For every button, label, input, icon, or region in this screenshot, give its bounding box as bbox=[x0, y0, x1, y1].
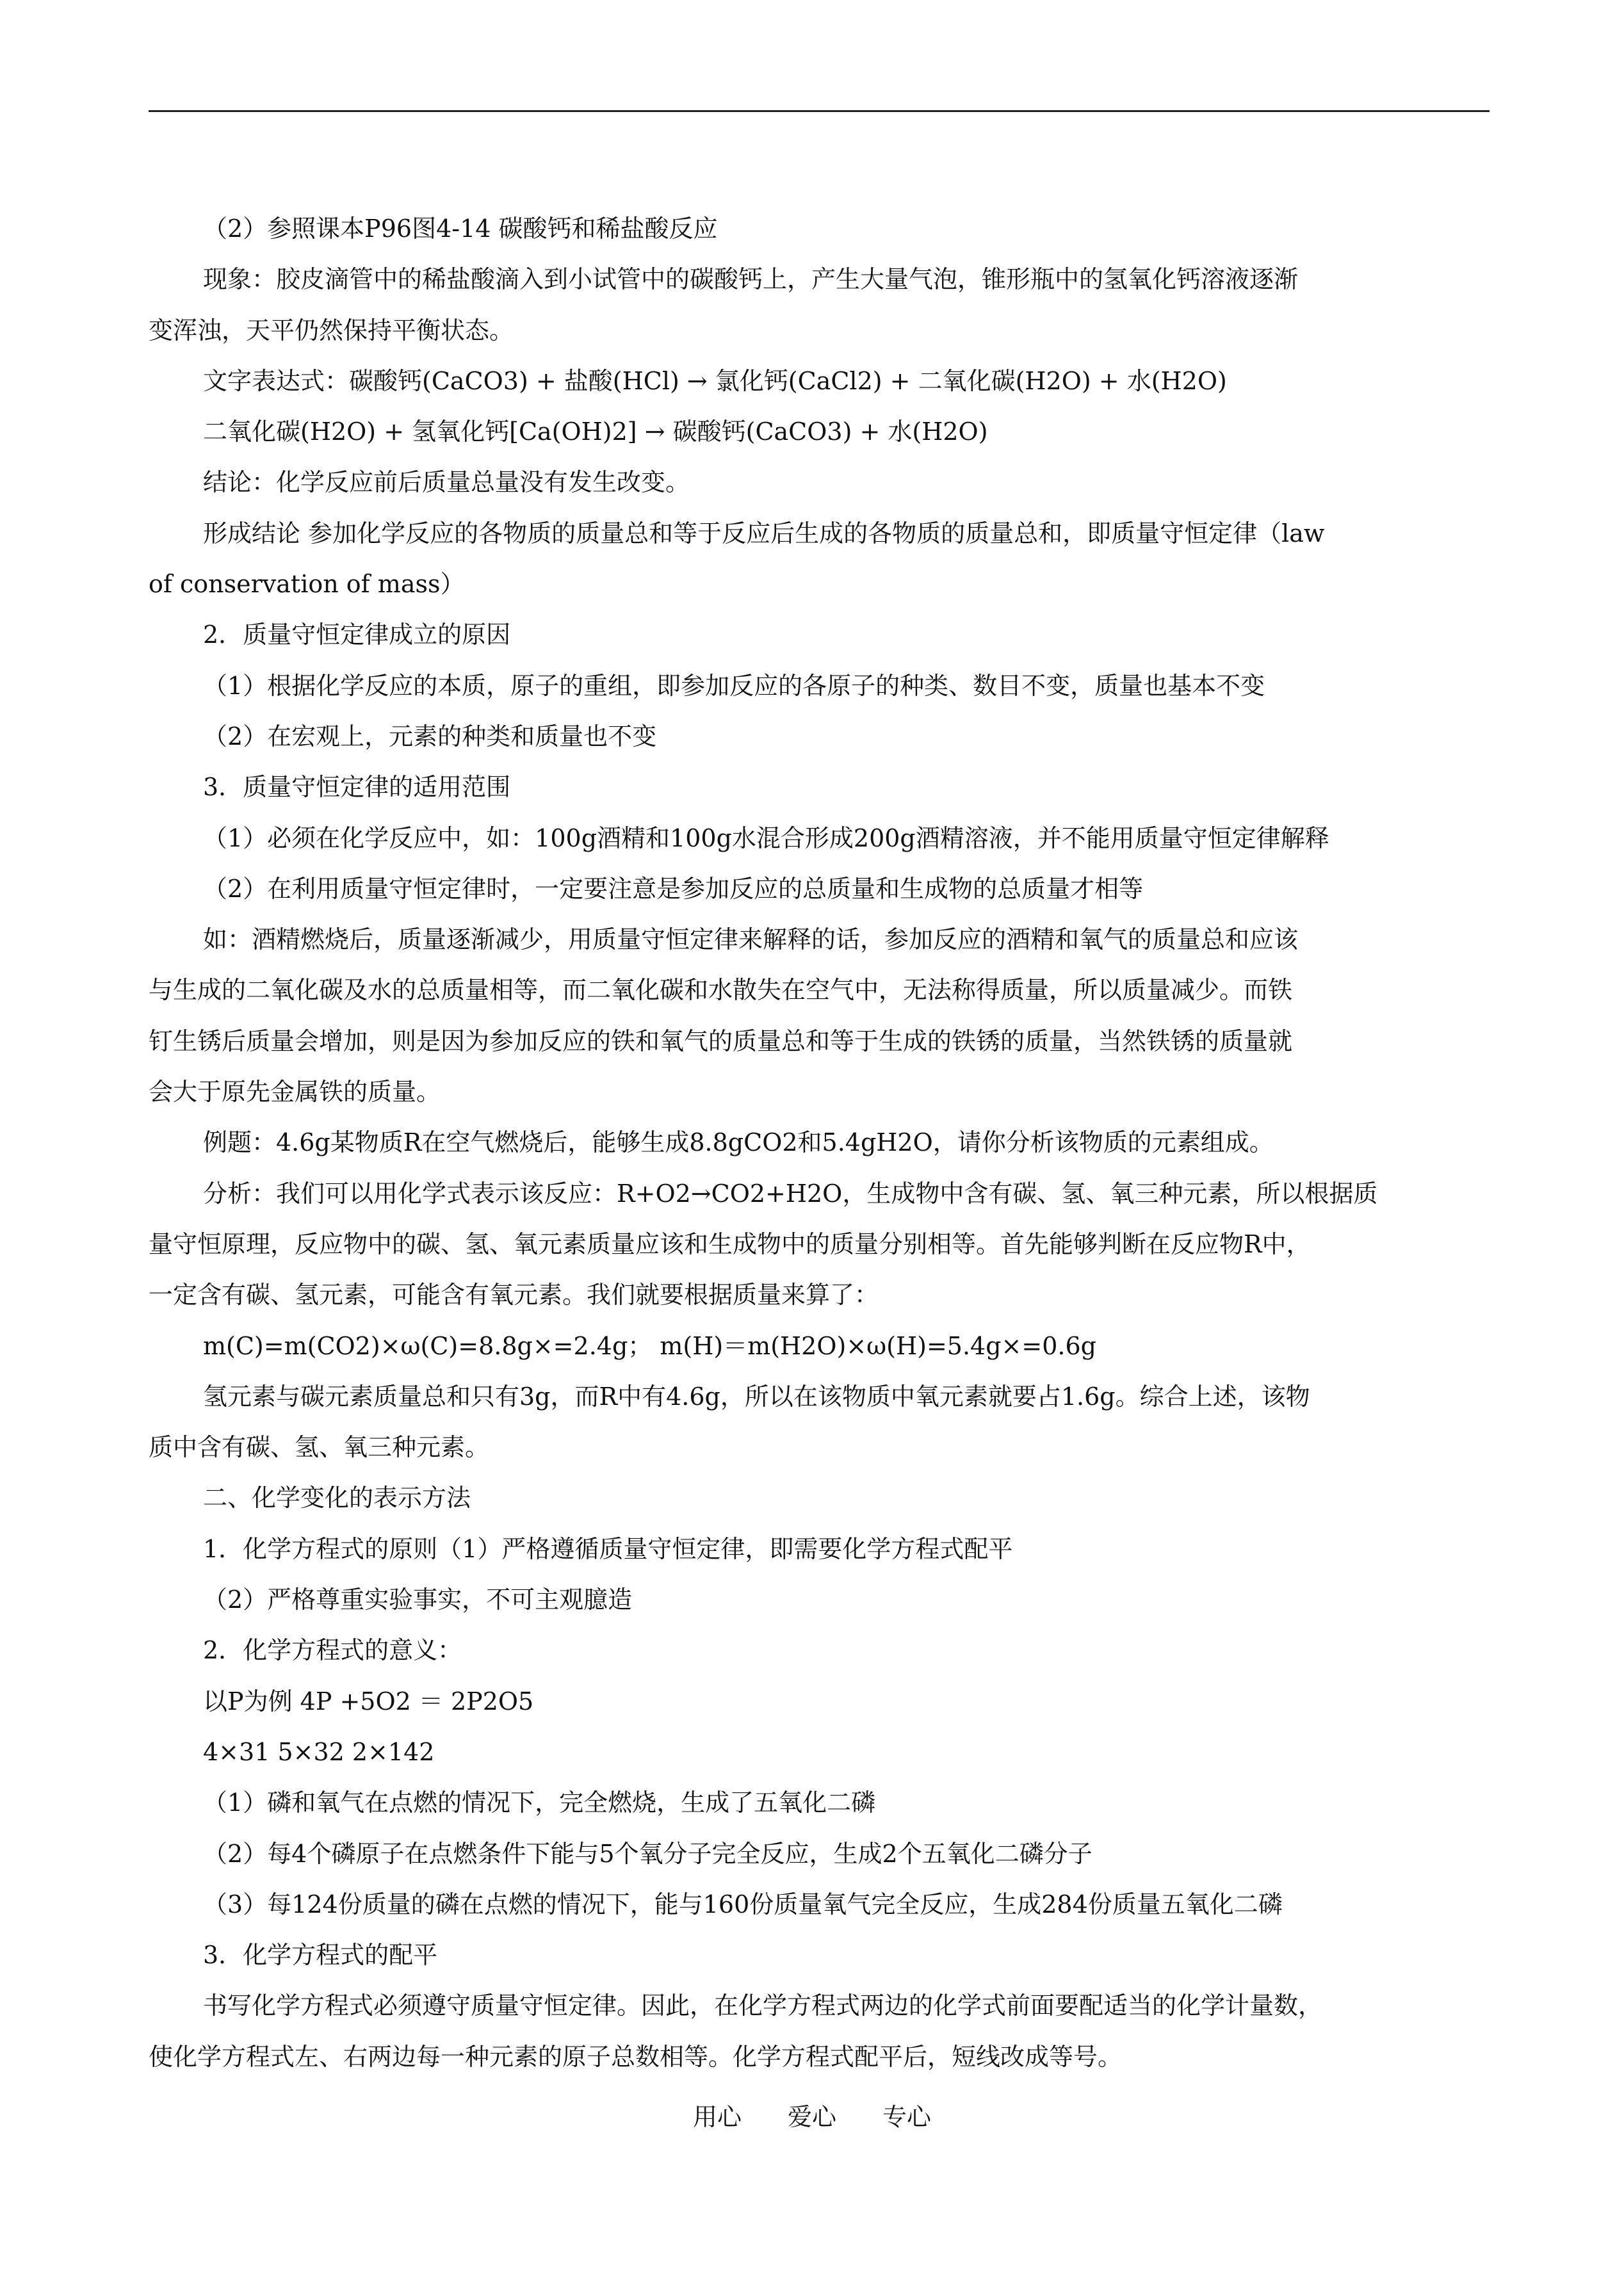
text-line: （2）在利用质量守恒定律时，一定要注意是参加反应的总质量和生成物的总质量才相等 bbox=[203, 874, 1144, 903]
footer-motto: 用心 bbox=[692, 2103, 742, 2131]
header-rule bbox=[149, 110, 1490, 112]
text-line: 2．质量守恒定律成立的原因 bbox=[203, 620, 511, 649]
footer-motto: 专心 bbox=[882, 2103, 932, 2131]
text-line: 分析：我们可以用化学式表示该反应：R+O2→CO2+H2O，生成物中含有碳、氢、氧三种元素，所以根据质 bbox=[203, 1179, 1378, 1208]
text-line: 二、化学变化的表示方法 bbox=[203, 1484, 471, 1512]
text-line: （1）根据化学反应的本质，原子的重组，即参加反应的各原子的种类、数目不变，质量也基本不变 bbox=[203, 671, 1265, 700]
text-line: 钉生锈后质量会增加，则是因为参加反应的铁和氧气的质量总和等于生成的铁锈的质量，当然铁锈的质量就 bbox=[149, 1026, 1293, 1055]
text-line: 1．化学方程式的原则（1）严格遵循质量守恒定律，即需要化学方程式配平 bbox=[203, 1534, 1013, 1563]
text-line: 2．化学方程式的意义： bbox=[203, 1636, 462, 1665]
text-line: （1）磷和氧气在点燃的情况下，完全燃烧，生成了五氧化二磷 bbox=[203, 1788, 876, 1817]
text-line: （2）每4个磷原子在点燃条件下能与5个氧分子完全反应，生成2个五氧化二磷分子 bbox=[203, 1839, 1092, 1868]
text-line: （2）在宏观上，元素的种类和质量也不变 bbox=[203, 722, 657, 750]
text-line: 例题：4.6g某物质R在空气燃烧后，能够生成8.8gCO2和5.4gH2O，请你分析该物质的元素组成。 bbox=[203, 1128, 1274, 1157]
text-line: 如：酒精燃烧后，质量逐渐减少，用质量守恒定律来解释的话，参加反应的酒精和氧气的质量总和应该 bbox=[203, 925, 1299, 954]
text-line: 结论：化学反应前后质量总量没有发生改变。 bbox=[203, 468, 690, 497]
footer-motto: 爱心 bbox=[787, 2103, 836, 2131]
text-line: 形成结论 参加化学反应的各物质的质量总和等于反应后生成的各物质的质量总和，即质量守恒定律（law bbox=[203, 519, 1325, 547]
text-line: 文字表达式：碳酸钙(CaCO3) + 盐酸(HCl) → 氯化钙(CaCl2) + 二氧化碳(H2O) + 水(H2O) bbox=[203, 366, 1227, 395]
text-line: 书写化学方程式必须遵守质量守恒定律。因此，在化学方程式两边的化学式前面要配适当的化学计量数， bbox=[203, 1991, 1323, 2020]
text-line: （1）必须在化学反应中，如：100g酒精和100g水混合形成200g酒精溶液，并不能用质量守恒定律解释 bbox=[203, 823, 1329, 852]
text-line: 二氧化碳(H2O) + 氢氧化钙[Ca(OH)2] → 碳酸钙(CaCO3) + 水(H2O) bbox=[203, 418, 988, 446]
text-line: 变浑浊，天平仍然保持平衡状态。 bbox=[149, 316, 514, 345]
text-line: 以P为例 4P +5O2 ＝ 2P2O5 bbox=[203, 1687, 534, 1715]
text-line: 质中含有碳、氢、氧三种元素。 bbox=[149, 1433, 490, 1462]
text-line: （2）参照课本P96图4-14 碳酸钙和稀盐酸反应 bbox=[203, 215, 718, 243]
text-line: （2）严格尊重实验事实，不可主观臆造 bbox=[203, 1585, 633, 1614]
document-body bbox=[149, 204, 1490, 2082]
text-line: 4×31 5×32 2×142 bbox=[203, 1737, 435, 1766]
text-line: 量守恒原理，反应物中的碳、氢、氧元素质量应该和生成物中的质量分别相等。首先能够判断在反应物R中， bbox=[149, 1229, 1311, 1258]
text-line: 使化学方程式左、右两边每一种元素的原子总数相等。化学方程式配平后，短线改成等号。 bbox=[149, 2042, 1123, 2071]
text-line: 一定含有碳、氢元素，可能含有氧元素。我们就要根据质量来算了： bbox=[149, 1281, 879, 1310]
text-line: 3．化学方程式的配平 bbox=[203, 1941, 438, 1970]
text-line: 现象：胶皮滴管中的稀盐酸滴入到小试管中的碳酸钙上，产生大量气泡，锥形瓶中的氢氧化钙溶液逐渐 bbox=[203, 265, 1299, 294]
text-line: m(C)=m(CO2)×ω(C)=8.8g×=2.4g； m(H)＝m(H2O)×ω(H)=5.4g×=0.6g bbox=[203, 1331, 1096, 1360]
text-line: 氢元素与碳元素质量总和只有3g，而R中有4.6g，所以在该物质中氧元素就要占1.6g。综合上述，该物 bbox=[203, 1382, 1310, 1411]
text-line: 会大于原先金属铁的质量。 bbox=[149, 1078, 441, 1107]
text-line: 3．质量守恒定律的适用范围 bbox=[203, 773, 511, 802]
text-line: of conservation of mass） bbox=[149, 570, 465, 599]
text-line: 与生成的二氧化碳及水的总质量相等，而二氧化碳和水散失在空气中，无法称得质量，所以质量减少。而铁 bbox=[149, 976, 1293, 1005]
page-footer bbox=[0, 2098, 1624, 2136]
text-line: （3）每124份质量的磷在点燃的情况下，能与160份质量氧气完全反应，生成284份质量五氧化二磷 bbox=[203, 1890, 1283, 1918]
